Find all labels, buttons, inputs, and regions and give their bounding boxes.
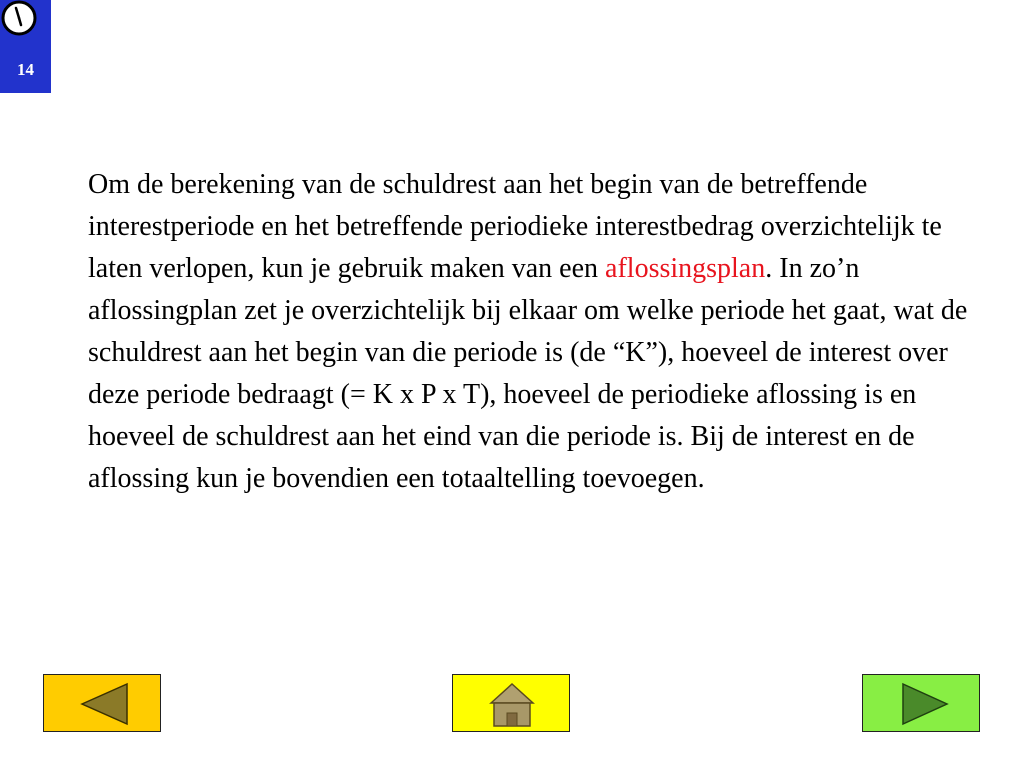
- body-text-part-2: . In zo’n aflossingplan zet je overzichtelijk bij elkaar om welke periode het gaat, wat de schuldrest aan het begin van die periode is (de “K”), hoeveel de interest over deze periode bedraagt (= K x P x T), hoeveel de periodieke aflossing is en hoeveel de schuldrest aan het eind van die periode is. Bij de interest en de aflossing kun je bovendien een totaaltelling toevoegen.: [88, 253, 968, 494]
- house-icon: [453, 675, 571, 733]
- highlight-term: aflossingsplan: [605, 253, 766, 284]
- previous-slide-button[interactable]: [43, 674, 161, 732]
- home-button[interactable]: [452, 674, 570, 732]
- slide-number: 14: [17, 60, 34, 79]
- body-text-part-1: Om de berekening van de schuldrest aan het begin van de betreffende interestperiode en het betreffende periodieke interestbedrag overzichtelijk te laten verlopen, kun je gebruik maken van een: [88, 169, 942, 284]
- clock-icon: [1, 0, 37, 36]
- triangle-right-icon: [863, 675, 981, 733]
- slide-body-text: [88, 164, 988, 500]
- next-slide-button[interactable]: [862, 674, 980, 732]
- triangle-left-icon: [44, 675, 162, 733]
- slide-number-badge: [0, 0, 51, 93]
